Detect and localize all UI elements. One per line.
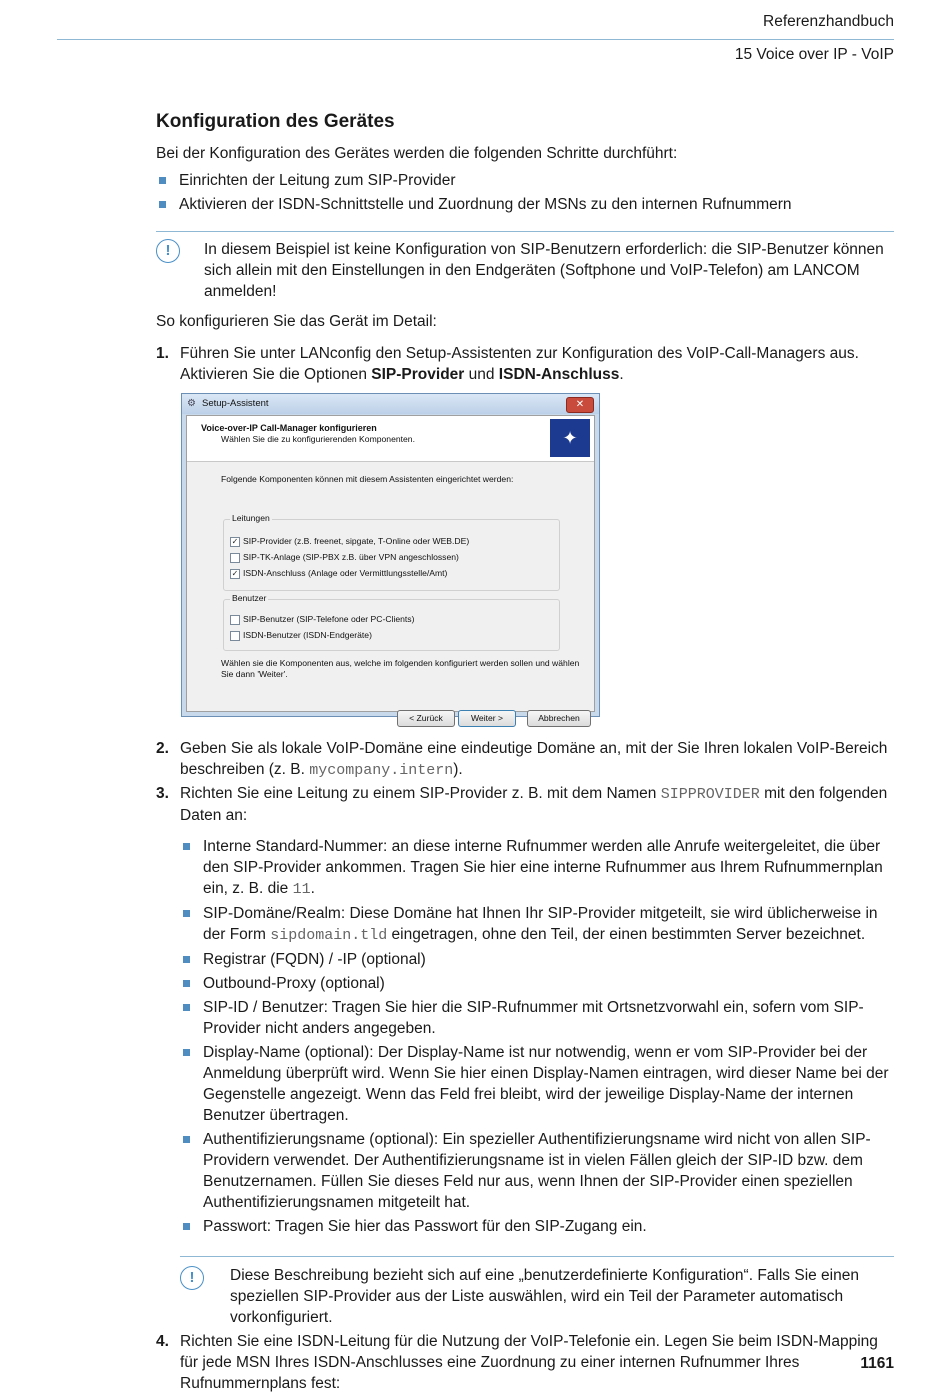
info-note bbox=[180, 1256, 894, 1328]
dialog-intro: Folgende Komponenten können mit diesem Assistenten eingerichtet werden: bbox=[221, 474, 514, 484]
code-snippet: SIPPROVIDER bbox=[660, 786, 760, 803]
step-2: 2. Geben Sie als lokale VoIP-Domäne eine eindeutige Domäne an, mit der Sie Ihren lokalen VoIP-Bereich beschreiben (z. B. mycompany.intern). bbox=[156, 740, 888, 779]
step-number: 4. bbox=[156, 1333, 169, 1350]
list-item: Outbound-Proxy (optional) bbox=[180, 973, 894, 994]
section-title: Konfiguration des Gerätes bbox=[156, 111, 395, 132]
list-item: Interne Standard-Nummer: an diese interne Rufnummer werden alle Anrufe weitergeleitet, die über den SIP-Provider ankommen. Tragen Sie hier eine interne Rufnummer aus Ihrem Rufnummernplan ein, z. B. die 11. bbox=[180, 836, 894, 900]
checkbox-box[interactable] bbox=[230, 615, 240, 625]
step-number: 3. bbox=[156, 785, 169, 802]
list-item: Aktivieren der ISDN-Schnittstelle und Zuordnung der MSNs zu den internen Rufnummern bbox=[156, 194, 894, 215]
list-item: Einrichten der Leitung zum SIP-Provider bbox=[156, 170, 894, 191]
code-snippet: 11 bbox=[292, 881, 311, 898]
info-note bbox=[156, 231, 894, 302]
bullet-square-icon bbox=[183, 1136, 190, 1143]
bullet-square-icon bbox=[183, 980, 190, 987]
checkbox-box[interactable]: ✓ bbox=[231, 536, 239, 546]
list-item: Registrar (FQDN) / -IP (optional) bbox=[180, 949, 894, 970]
group-label: Leitungen bbox=[232, 513, 270, 523]
group-leitungen bbox=[223, 513, 560, 591]
checkbox-sip-benutzer[interactable]: SIP-Benutzer (SIP-Telefone oder PC-Clients) bbox=[230, 614, 414, 625]
header-rule bbox=[57, 39, 894, 40]
dialog-subheading: Wählen Sie die zu konfigurierenden Komponenten. bbox=[221, 434, 415, 444]
dialog-header bbox=[187, 416, 594, 462]
note-text: Diese Beschreibung bezieht sich auf eine „benutzerdefinierte Konfiguration“. Falls Sie einen speziellen SIP-Provider aus der Liste auswählen, wird ein Teil der Parameter automatisch vorkonfiguriert. bbox=[230, 1267, 859, 1326]
dialog-title: Setup-Assistent bbox=[202, 398, 269, 409]
bullet-square-icon bbox=[159, 201, 166, 208]
bullet-square-icon bbox=[183, 1223, 190, 1230]
checkbox-isdn-benutzer[interactable]: ISDN-Benutzer (ISDN-Endgeräte) bbox=[230, 630, 372, 641]
checkbox-sip-provider[interactable]: ✓ SIP-Provider (z.B. freenet, sipgate, T-Online oder WEB.DE) bbox=[231, 536, 470, 546]
close-button[interactable]: ✕ bbox=[566, 397, 594, 413]
group-benutzer bbox=[223, 593, 560, 651]
list-item: Display-Name (optional): Der Display-Name ist nur notwendig, wenn er vom SIP-Provider bei der Anmeldung überprüft wird. Wenn Sie hier einen Display-Namen eintragen, wird dieser Name bei der Gegenstelle angezeigt. Wenn das Feld frei bleibt, wird der jeweilige Display-Name der internen Benutzer übertragen. bbox=[180, 1042, 894, 1126]
running-header-chapter: 15 Voice over IP - VoIP bbox=[734, 46, 894, 63]
wand-icon: ⚙ bbox=[187, 398, 196, 409]
bullet-square-icon bbox=[183, 1049, 190, 1056]
bullet-square-icon bbox=[183, 910, 190, 917]
dialog-heading: Voice-over-IP Call-Manager konfigurieren bbox=[201, 423, 377, 433]
checkbox-sip-tk-anlage[interactable]: SIP-TK-Anlage (SIP-PBX z.B. über VPN angeschlossen) bbox=[230, 552, 459, 563]
step-3: 3. Richten Sie eine Leitung zu einem SIP-Provider z. B. mit dem Namen SIPPROVIDER mit den folgenden Daten an: bbox=[156, 785, 888, 824]
running-header-manual: Referenzhandbuch bbox=[763, 13, 894, 30]
bullet-square-icon bbox=[183, 843, 190, 850]
checkbox-box[interactable] bbox=[230, 631, 240, 641]
checkbox-box[interactable]: ✓ bbox=[231, 568, 239, 578]
code-snippet: mycompany.intern bbox=[309, 762, 454, 779]
bullet-square-icon bbox=[159, 177, 166, 184]
step-4: 4. Richten Sie eine ISDN-Leitung für die Nutzung der VoIP-Telefonie ein. Legen Sie beim ISDN-Mapping für jede MSN Ihres ISDN-Anschlusses eine Zuordnung zu einer internen Rufnummer Ihres Rufnummernplans fest: bbox=[156, 1333, 878, 1392]
wizard-logo-icon: ✦ bbox=[550, 419, 590, 457]
cancel-button[interactable]: Abbrechen bbox=[527, 710, 591, 727]
checkbox-box[interactable] bbox=[230, 553, 240, 563]
dialog-description: Wählen sie die Komponenten aus, welche im folgenden konfiguriert werden sollen und wählen Sie dann 'Weiter'. bbox=[221, 658, 580, 679]
step-1: 1. Führen Sie unter LANconfig den Setup-Assistenten zur Konfiguration des VoIP-Call-Managers aus. Aktivieren Sie die Optionen SIP-Provider und ISDN-Anschluss. bbox=[156, 345, 859, 383]
list-item: Passwort: Tragen Sie hier das Passwort für den SIP-Zugang ein. bbox=[180, 1216, 894, 1237]
next-button[interactable]: Weiter > bbox=[458, 710, 516, 727]
bullet-square-icon bbox=[183, 956, 190, 963]
list-item: SIP-Domäne/Realm: Diese Domäne hat Ihnen Ihr SIP-Provider mitgeteilt, sie wird üblicherweise in der Form sipdomain.tld eingetragen, ohne den Teil, der einen bestimmten Server bezeichnet. bbox=[180, 903, 894, 946]
section-bullet-list bbox=[156, 170, 894, 215]
detail-intro: So konfigurieren Sie das Gerät im Detail: bbox=[156, 313, 437, 330]
bullet-square-icon bbox=[183, 1004, 190, 1011]
dialog-body bbox=[186, 415, 595, 723]
back-button[interactable]: < Zurück bbox=[397, 710, 455, 727]
list-item: Authentifizierungsname (optional): Ein spezieller Authentifizierungsname wird nicht von allen SIP-Providern verwendet. Der Authentifizierungsname ist in vielen Fällen gleich der SIP-ID bzw. dem Benutzernamen. Füllen Sie dieses Feld nur aus, wenn Ihnen der SIP-Provider einen speziellen Authentifizierungsnamen mitgeteilt hat. bbox=[180, 1129, 894, 1213]
group-label: Benutzer bbox=[232, 593, 267, 603]
step-number: 1. bbox=[156, 345, 169, 362]
dialog-titlebar bbox=[182, 394, 599, 414]
page-number: 1161 bbox=[860, 1355, 894, 1372]
code-snippet: sipdomain.tld bbox=[270, 927, 388, 944]
section-intro: Bei der Konfiguration des Gerätes werden die folgenden Schritte durchführt: bbox=[156, 145, 678, 162]
note-text: In diesem Beispiel ist keine Konfiguration von SIP-Benutzern erforderlich: die SIP-Benutzer können sich allein mit den Einstellungen in den Endgeräten (Softphone und VoIP-Telefon) am LANCOM anmelden! bbox=[204, 241, 884, 300]
step-number: 2. bbox=[156, 740, 169, 757]
main-content bbox=[156, 108, 894, 1394]
list-item: SIP-ID / Benutzer: Tragen Sie hier die SIP-Rufnummer mit Ortsnetzvorwahl ein, sofern vom SIP-Provider nicht anders angegeben. bbox=[180, 997, 894, 1039]
checkbox-isdn-anschluss[interactable]: ✓ ISDN-Anschluss (Anlage oder Vermittlungsstelle/Amt) bbox=[231, 568, 448, 578]
exclamation-icon: ! bbox=[156, 239, 180, 263]
step-3-bullet-list bbox=[156, 836, 894, 1237]
exclamation-icon: ! bbox=[180, 1266, 204, 1290]
setup-wizard-dialog bbox=[181, 393, 600, 723]
